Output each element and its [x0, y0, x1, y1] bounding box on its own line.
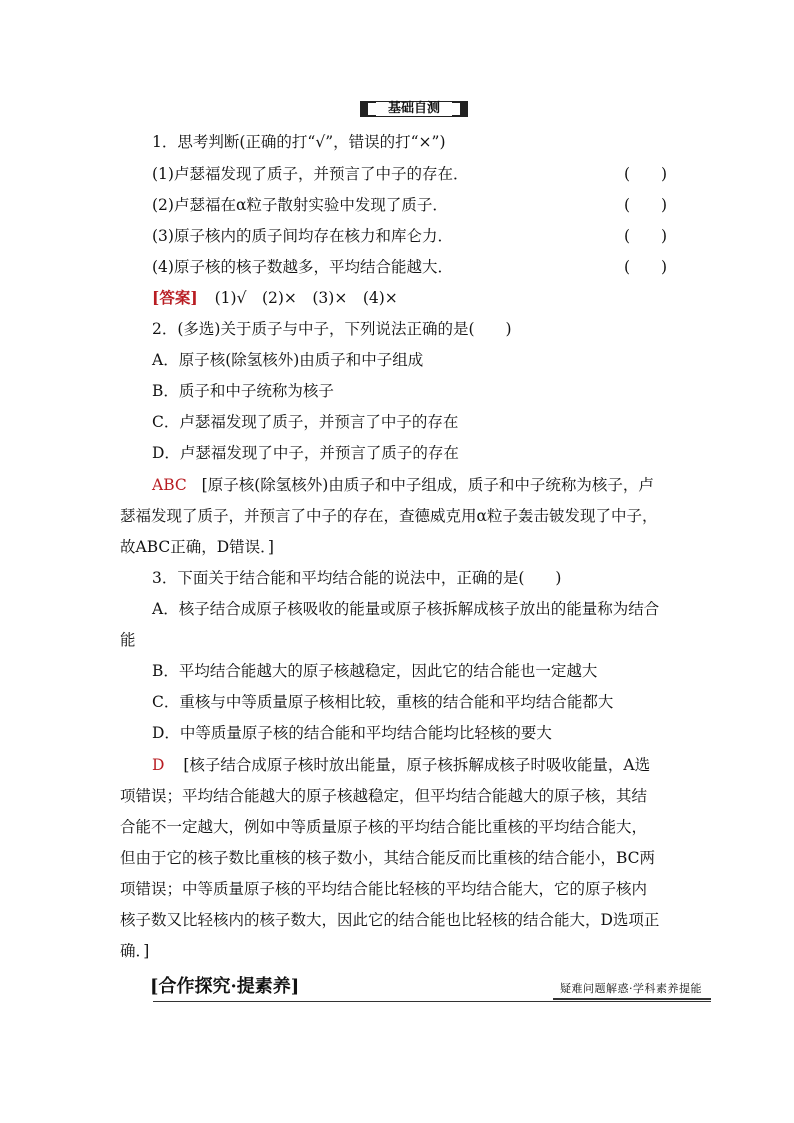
q3-explanation-line-7: 确．] [120, 942, 150, 960]
q3-option-b: B．平均结合能越大的原子核越稳定，因此它的结合能也一定越大 [152, 662, 598, 680]
q3-stem: 3．下面关于结合能和平均结合能的说法中，正确的是( ) [152, 569, 562, 587]
q2-option-c: C．卢瑟福发现了质子，并预言了中子的存在 [152, 413, 459, 431]
q2-option-b: B．质子和中子统称为核子 [152, 382, 334, 400]
next-section-tag: 疑难问题解惑·学科素养提能 [560, 982, 702, 995]
q1-item-3: (3)原子核内的质子间均存在核力和库仑力． [152, 227, 453, 245]
q1-answer-label: [答案] [152, 288, 198, 307]
q1-answer [152, 288, 398, 308]
q1-item-4: (4)原子核的核子数越多，平均结合能越大． [152, 258, 453, 276]
q2-explanation-line-3: 故ABC正确，D错误．] [120, 538, 274, 556]
q3-option-a-line-2: 能 [120, 631, 136, 649]
q1-item-4-blank: ( ) [624, 258, 668, 276]
q1-item-1: (1)卢瑟福发现了质子，并预言了中子的存在． [152, 165, 469, 183]
q3-explanation-line-4: 但由于它的核子数比重核的核子数小，其结合能反而比重核的结合能小，BC两 [120, 849, 656, 867]
q2-option-d: D．卢瑟福发现了中子，并预言了质子的存在 [152, 444, 459, 462]
q1-item-2: (2)卢瑟福在α粒子散射实验中发现了质子． [152, 196, 448, 214]
q3-explanation-line-1 [152, 755, 650, 775]
q3-option-a-line-1: A．核子结合成原子核吸收的能量或原子核拆解成核子放出的能量称为结合 [152, 600, 660, 618]
q2-explanation-line-2: 瑟福发现了质子，并预言了中子的存在，查德威克用α粒子轰击铍发现了中子， [120, 507, 658, 525]
q2-explanation-text-1: [原子核(除氢核外)由质子和中子组成，质子和中子统称为核子，卢 [201, 476, 654, 494]
section-divider [153, 1001, 711, 1002]
q2-stem: 2．(多选)关于质子与中子，下列说法正确的是( ) [152, 320, 512, 338]
banner-right-cap [460, 101, 468, 117]
section-tag-underline [553, 998, 711, 1000]
q3-explanation-line-2: 项错误；平均结合能越大的原子核越稳定，但平均结合能越大的原子核，其结 [120, 787, 648, 805]
section-banner-title: 基础自测 [376, 102, 452, 116]
q3-explanation-text-1: [核子结合成原子核时放出能量，原子核拆解成核子时吸收能量，A选 [183, 756, 651, 774]
q3-explanation-line-5: 项错误；中等质量原子核的平均结合能比轻核的平均结合能大，它的原子核内 [120, 880, 648, 898]
next-section-title: [合作探究·提素养] [150, 976, 300, 997]
q1-item-3-blank: ( ) [624, 227, 668, 245]
q1-answer-text: (1)√ (2)× (3)× (4)× [214, 289, 398, 307]
q2-answer-key: ABC [152, 476, 187, 494]
q1-item-2-blank: ( ) [624, 196, 668, 214]
q3-option-c: C．重核与中等质量原子核相比较，重核的结合能和平均结合能都大 [152, 693, 614, 711]
section-banner [360, 101, 468, 117]
q1-stem: 1．思考判断(正确的打“√”，错误的打“×”) [152, 133, 446, 151]
q3-explanation-line-3: 合能不一定越大，例如中等质量原子核的平均结合能比重核的平均结合能大， [120, 818, 648, 836]
q2-option-a: A．原子核(除氢核外)由质子和中子组成 [152, 351, 424, 369]
q2-explanation-line-1 [152, 475, 654, 495]
q1-item-1-blank: ( ) [624, 165, 668, 183]
q3-option-d: D．中等质量原子核的结合能和平均结合能均比轻核的要大 [152, 724, 552, 742]
q3-explanation-line-6: 核子数又比轻核内的核子数大，因此它的结合能也比轻核的结合能大，D选项正 [120, 911, 660, 929]
q3-answer-key: D [152, 756, 165, 774]
banner-left-cap [360, 101, 368, 117]
